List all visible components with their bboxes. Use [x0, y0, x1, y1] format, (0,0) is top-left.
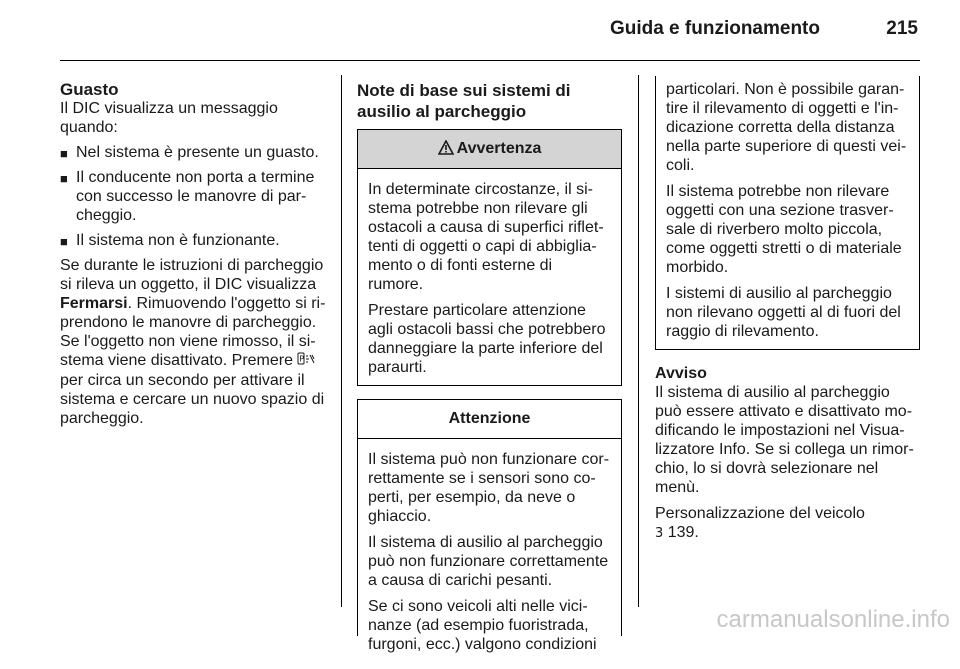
caution-paragraph: I sistemi di ausilio al parcheggio non rilevano oggetti al di fuori del raggio di rilevamento.	[666, 285, 901, 340]
list-item	[60, 143, 328, 162]
list-item	[60, 231, 328, 250]
caution-paragraph: Se ci sono veicoli alti nelle vicinanze (ad esempio fuoristrada, furgoni, ecc.) valgono condizioni	[368, 598, 597, 653]
section-heading-parking-basics: Note di base sui sistemi di ausilio al parcheggio	[357, 81, 571, 121]
caution-paragraph: Il sistema di ausilio al parcheggio può non funzionare correttamente a causa di carichi pesanti.	[368, 534, 609, 589]
intro-text: Il DIC visualizza un messaggio quando:	[60, 100, 278, 136]
paragraph-text: Se durante le istruzioni di parcheggio si rileva un oggetto, il DIC visualizza	[60, 257, 324, 293]
column-3	[655, 76, 920, 550]
section-heading-guasto: Guasto	[60, 80, 119, 99]
page-reference[interactable]	[655, 523, 920, 543]
caution-paragraph: Il sistema può non funzionare correttamente se i sensori sono coperti, per esempio, da neve o ghiaccio.	[368, 451, 610, 525]
caution-box-header	[358, 400, 621, 439]
caution-paragraph: Il sistema potrebbe non rilevare oggetti con una sezione trasversale di riverbero molto piccola, come oggetti stretti o di materiale morbido.	[666, 183, 902, 276]
warning-box	[357, 129, 622, 386]
fault-paragraph	[60, 256, 328, 428]
column-divider-right	[638, 75, 639, 607]
caution-box-continued	[655, 76, 920, 350]
bullet-icon: ■	[60, 234, 68, 249]
caution-paragraph: particolari. Non è possibile garantire il rilevamento di oggetti e l'indicazione corretta della distanza nella parte superiore di questi veicoli.	[666, 81, 907, 174]
page-number: 215	[886, 18, 918, 39]
caution-box-body	[358, 439, 621, 669]
bullet-list	[60, 143, 328, 250]
caution-box-body	[656, 76, 919, 349]
bullet-icon: ■	[60, 171, 68, 186]
column-1	[60, 80, 328, 435]
list-item-text: Il sistema non è funzionante.	[76, 232, 280, 249]
caution-box-title: Attenzione	[448, 410, 531, 427]
column-divider-left	[341, 75, 342, 607]
header-title: Guida e funzionamento	[609, 18, 820, 39]
list-item	[60, 168, 328, 225]
watermark: carmanualsonline.info	[716, 606, 950, 633]
avviso-label: Avviso	[655, 365, 707, 382]
avviso-text: Il sistema di ausilio al parcheggio può essere attivato e disattivato modificando le impostazioni nel Visualizzatore Info. Se si collega un rimorchio, lo si dovrà selezionare nel menù.	[655, 384, 914, 496]
warning-box-header	[358, 130, 621, 169]
paragraph-text: . Rimuovendo l'oggetto si riprendono le manovre di parcheggio. Se l'oggetto non viene rimosso, il sistema viene disattivato. Premere	[60, 295, 326, 369]
warning-triangle-icon	[438, 132, 454, 170]
fermarsi-label: Fermarsi	[60, 295, 128, 312]
warning-paragraph: In determinate circostanze, il sistema potrebbe non rilevare gli ostacoli a causa di superfici riflettenti di oggetti o capi di abbigliamento o di fonti esterne di rumore.	[368, 181, 604, 293]
parking-assist-icon	[297, 354, 315, 368]
header-rule	[60, 60, 920, 61]
svg-text:P: P	[299, 354, 305, 364]
personalization-text	[655, 504, 920, 523]
caution-box	[357, 399, 622, 653]
avviso-section	[655, 364, 920, 543]
column-2	[357, 80, 622, 653]
reference-arrow-icon: 3	[655, 526, 664, 541]
paragraph-text: per circa un secondo per attivare il sistema e cercare un nuovo spazio di parcheggio.	[60, 372, 325, 427]
warning-paragraph: Prestare particolare attenzione agli ostacoli bassi che potrebbero danneggiare la parte inferiore del paraurti.	[368, 302, 606, 376]
list-item-text: Il conducente non porta a termine con successo le manovre di parcheggio.	[76, 169, 315, 224]
personalization-label: Personalizzazione del veicolo	[655, 505, 865, 522]
warning-box-title: Avvertenza	[456, 140, 542, 157]
list-item-text: Nel sistema è presente un guasto.	[76, 144, 319, 161]
warning-box-body	[358, 169, 621, 385]
reference-page-number[interactable]: 139.	[667, 524, 699, 541]
bullet-icon: ■	[60, 146, 68, 161]
